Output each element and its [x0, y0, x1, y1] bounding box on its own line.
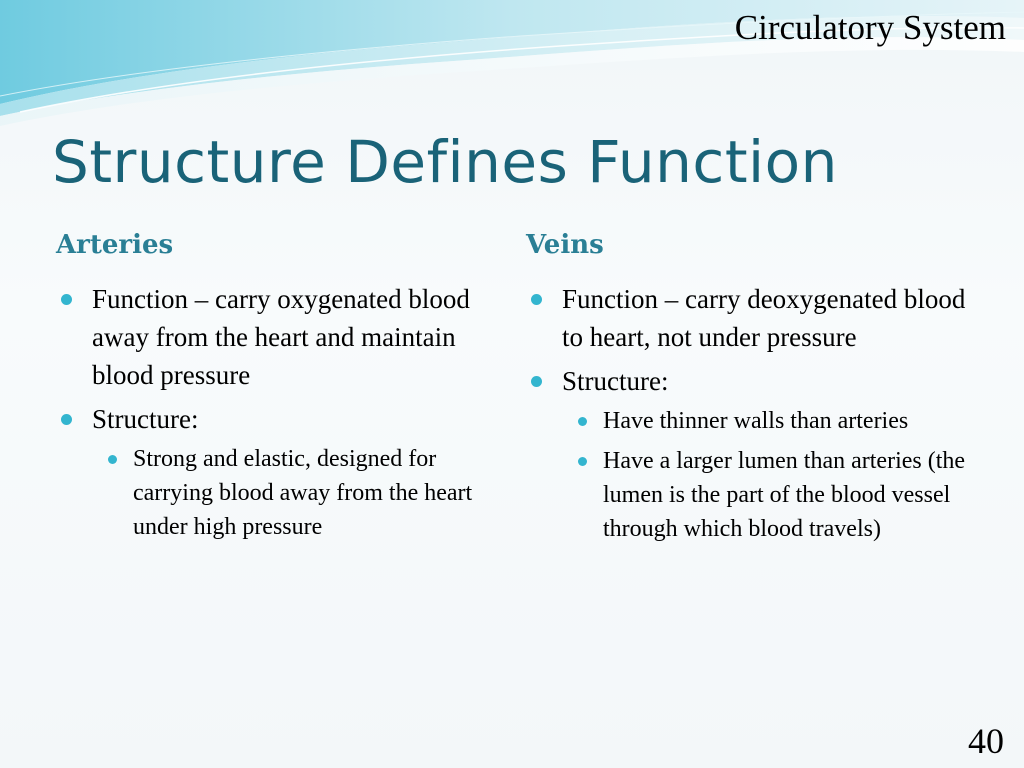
veins-heading: Veins [526, 230, 604, 260]
veins-structure-subitem [562, 404, 966, 438]
arteries-structure-subitem-text: Strong and elastic, designed for carrying blood away from the heart under high pressure [133, 446, 473, 540]
bullet-icon [61, 414, 72, 425]
veins-function-item [526, 280, 966, 356]
veins-structure-text: Structure: [562, 366, 669, 396]
bullet-icon [531, 376, 542, 387]
veins-structure-subitem-text: Have thinner walls than arteries [603, 408, 909, 434]
bullet-icon [531, 294, 542, 305]
arteries-structure-text: Structure: [92, 404, 199, 434]
arteries-bullet-list [56, 280, 496, 544]
arteries-function-text: Function – carry oxygenated blood away from the heart and maintain blood pressure [92, 284, 470, 390]
bullet-icon [61, 294, 72, 305]
arteries-structure-item [56, 400, 496, 544]
veins-structure-subitem-text: Have a larger lumen than arteries (the lumen is the part of the blood vessel through which blood travels) [603, 448, 966, 542]
page-number: 40 [968, 721, 1004, 761]
veins-bullet-list [526, 280, 966, 546]
veins-column [526, 224, 966, 552]
arteries-structure-subitem [92, 442, 496, 544]
header-title: Circulatory System [734, 8, 1006, 47]
sub-bullet-icon [578, 417, 587, 426]
veins-function-text: Function – carry deoxygenated blood to heart, not under pressure [562, 284, 966, 352]
arteries-column [56, 224, 496, 550]
sub-bullet-icon [108, 455, 117, 464]
arteries-structure-sublist [92, 442, 496, 544]
veins-structure-item [526, 362, 966, 546]
veins-structure-sublist [562, 404, 966, 546]
sub-bullet-icon [578, 457, 587, 466]
slide-title: Structure Defines Function [52, 128, 838, 196]
arteries-function-item [56, 280, 496, 394]
arteries-heading: Arteries [56, 230, 174, 260]
veins-structure-subitem [562, 444, 966, 546]
